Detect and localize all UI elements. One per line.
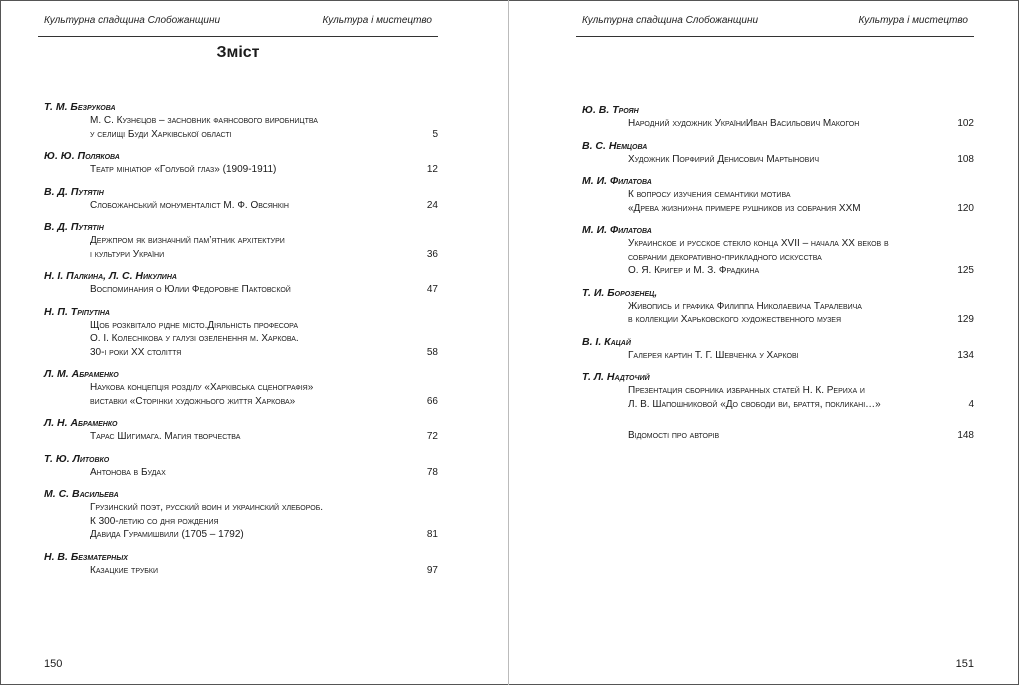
toc-entry[interactable] <box>44 186 438 213</box>
toc-title-line <box>44 114 438 128</box>
toc-page-number: 148 <box>957 430 974 441</box>
toc-title-text: М. С. Кузнєцов – засновник фаянсового виробництва <box>90 115 318 126</box>
toc-entry[interactable] <box>44 101 438 141</box>
toc-entry[interactable] <box>44 551 438 578</box>
toc-page-number: 4 <box>968 398 974 410</box>
toc-page-number: 129 <box>957 314 974 325</box>
toc-title-text: в коллекции Харьковского художественного музея <box>628 314 842 325</box>
toc-title-line <box>44 248 438 262</box>
toc-title-line <box>582 313 974 327</box>
toc-entry[interactable] <box>582 175 974 215</box>
toc-title-line <box>582 429 974 443</box>
toc-entry[interactable] <box>582 224 974 278</box>
toc-title-line <box>582 117 974 131</box>
toc-page-number: 97 <box>426 564 438 576</box>
toc-page-number: 102 <box>957 118 974 129</box>
toc-title-line <box>582 202 974 216</box>
toc-title-line <box>44 466 438 480</box>
toc-title-line <box>582 188 974 202</box>
toc-entry[interactable] <box>582 140 974 167</box>
toc-title-line <box>582 264 974 278</box>
toc-title-line <box>582 398 974 412</box>
toc-title-text: Відомості про авторів <box>628 430 720 441</box>
toc-author: Н. І. Палкина, Л. С. Никулина <box>44 270 177 282</box>
toc-title-line <box>44 234 438 248</box>
toc-title-text: Грузинский поэт, русский воин и украинский хлебороб. <box>90 502 324 513</box>
toc-entry[interactable] <box>44 488 438 542</box>
page-number: 150 <box>44 658 63 670</box>
toc-title-text: О. І. Колеснікова у галузі озеленення м. Харкова. <box>90 333 299 344</box>
toc-author: Ю. Ю. Полякова <box>44 150 120 162</box>
toc-title-text: Галерея картин Т. Г. Шевченка у Харкові <box>628 349 799 361</box>
header-left: Культурна спадщина Слобожанщини <box>582 15 759 26</box>
header-right: Культура і мистецтво <box>322 15 432 26</box>
toc-entry[interactable] <box>44 417 438 444</box>
toc-title-text: Художник Порфирий Денисович Мартынович <box>628 153 820 165</box>
toc-entry[interactable] <box>44 270 438 297</box>
toc-title-line <box>44 501 438 515</box>
toc-title-text: Щоб розквітало рідне місто.Діяльність професора <box>90 319 299 331</box>
toc-title-line <box>44 515 438 529</box>
toc-author: Н. В. Безматерных <box>44 550 128 563</box>
toc-page-number: 5 <box>432 128 438 140</box>
table-of-contents <box>582 104 974 452</box>
toc-title-line <box>44 381 438 395</box>
toc-entry[interactable] <box>44 221 438 261</box>
toc-page-number: 108 <box>957 153 974 165</box>
toc-title-line <box>44 528 438 542</box>
toc-title-line <box>582 251 974 265</box>
toc-entry[interactable] <box>582 287 974 327</box>
toc-author: Т. М. Безрукова <box>44 101 116 113</box>
toc-title-text: Слобожанський монументаліст М. Ф. Овсянкін <box>90 199 289 211</box>
toc-entry[interactable] <box>44 368 438 408</box>
toc-author: В. С. Немцова <box>582 139 648 152</box>
toc-author: Н. П. Тріпутіна <box>44 305 110 318</box>
toc-author: Л. М. Абраменко <box>44 368 119 380</box>
toc-page-number: 81 <box>426 529 438 540</box>
toc-title-text: Тарас Шигимага. Магия творчества <box>90 431 241 442</box>
toc-title-text: собрании декоративно-прикладного искусства <box>628 251 822 263</box>
toc-title-text: Казацкие трубки <box>90 564 158 576</box>
header-rule <box>576 36 974 37</box>
toc-entry[interactable] <box>582 336 974 363</box>
toc-page-number: 125 <box>957 265 974 276</box>
toc-author: М. С. Васильева <box>44 488 119 500</box>
toc-author: Т. И. Борозенец, <box>582 286 658 299</box>
toc-page-number: 24 <box>426 199 438 211</box>
page-number: 151 <box>955 658 974 670</box>
toc-title-line <box>582 237 974 251</box>
toc-title-line <box>582 153 974 167</box>
toc-author: М. И. Филатова <box>582 175 652 187</box>
toc-title-text: Презентация сборника избранных статей Н. К. Рериха и <box>628 385 865 396</box>
toc-title-line <box>44 283 438 297</box>
header-rule <box>38 36 438 37</box>
toc-author: Т. Ю. Литовко <box>44 452 110 465</box>
right-page <box>576 0 974 685</box>
toc-title-line <box>44 430 438 444</box>
toc-entry[interactable] <box>44 306 438 360</box>
toc-page-number: 47 <box>426 284 438 295</box>
toc-author: В. Д. Путятін <box>44 221 104 233</box>
toc-title-text: виставки «Сторінки художнього життя Харкова» <box>90 395 296 407</box>
toc-title-text: Украинское и русское стекло конца XVII – начала XX веков в <box>628 238 889 249</box>
toc-title-text: Л. В. Шапошниковой «До свободи ви, браття, покликані…» <box>628 398 881 410</box>
toc-page-number: 134 <box>957 349 974 361</box>
toc-page-number: 66 <box>426 395 438 407</box>
toc-title-line <box>44 332 438 346</box>
toc-author: В. І. Кацай <box>582 335 631 348</box>
toc-title-text: Наукова концепція розділу «Харківська сценографія» <box>90 382 314 393</box>
toc-title-line <box>44 199 438 213</box>
toc-title-text: К 300-летию со дня рождения <box>90 515 219 527</box>
toc-title-text: Воспоминания о Юлии Федоровне Пактовской <box>90 284 291 295</box>
toc-author: Л. Н. Абраменко <box>44 417 118 429</box>
toc-title-text: Живопись и графика Филиппа Николаевича Таралевича <box>628 300 862 312</box>
toc-page-number: 12 <box>426 164 438 175</box>
toc-title-text: і культури України <box>90 248 165 260</box>
header-left: Культурна спадщина Слобожанщини <box>44 15 221 26</box>
toc-title-text: 30-і роки XX століття <box>90 346 182 358</box>
header-right: Культура і мистецтво <box>858 15 968 26</box>
toc-author: В. Д. Путятін <box>44 185 104 198</box>
table-of-contents <box>44 101 438 586</box>
toc-author: Т. Л. Надточий <box>582 371 650 383</box>
toc-title-line <box>44 128 438 142</box>
toc-title-text: Народний художник УкраїниИван Васильович Макогон <box>628 118 860 129</box>
toc-title-text: у селищі Буди Харківської області <box>90 128 232 140</box>
toc-page-number: 120 <box>957 202 974 214</box>
toc-title-line <box>582 384 974 398</box>
toc-author: Ю. В. Троян <box>582 104 639 116</box>
toc-title-text: О. Я. Кригер и М. З. Фрадкина <box>628 265 760 276</box>
toc-entry[interactable] <box>582 371 974 411</box>
toc-page-number: 36 <box>426 248 438 260</box>
toc-title-line <box>44 346 438 360</box>
toc-title-line <box>582 300 974 314</box>
toc-title-line <box>44 319 438 333</box>
toc-title-line <box>582 349 974 363</box>
toc-page-number: 72 <box>426 431 438 442</box>
page-title: Зміст <box>216 44 260 61</box>
toc-title-text: Давида Гурамишвили (1705 – 1792) <box>90 529 244 540</box>
toc-page-number: 78 <box>426 466 438 478</box>
spine <box>508 0 509 685</box>
toc-title-line <box>44 395 438 409</box>
toc-entry[interactable] <box>582 104 974 131</box>
toc-entry[interactable] <box>44 453 438 480</box>
toc-title-line <box>44 564 438 578</box>
left-page <box>38 0 438 685</box>
toc-title-text: «Древа жизни»на примере рушников из собрания ХХМ <box>628 202 861 214</box>
toc-page-number: 58 <box>426 346 438 358</box>
toc-author: М. И. Филатова <box>582 224 652 236</box>
toc-title-text: Антонова в Будах <box>90 466 166 478</box>
toc-title-line <box>44 163 438 177</box>
toc-title-text: Театр мініатюр «Голубой глаз» (1909-1911) <box>90 164 277 175</box>
toc-title-text: Держпром як визначний пам’ятник архітектури <box>90 235 285 246</box>
toc-entry[interactable] <box>582 429 974 443</box>
toc-entry[interactable] <box>44 150 438 177</box>
toc-title-text: К вопросу изучения семантики мотива <box>628 189 791 200</box>
